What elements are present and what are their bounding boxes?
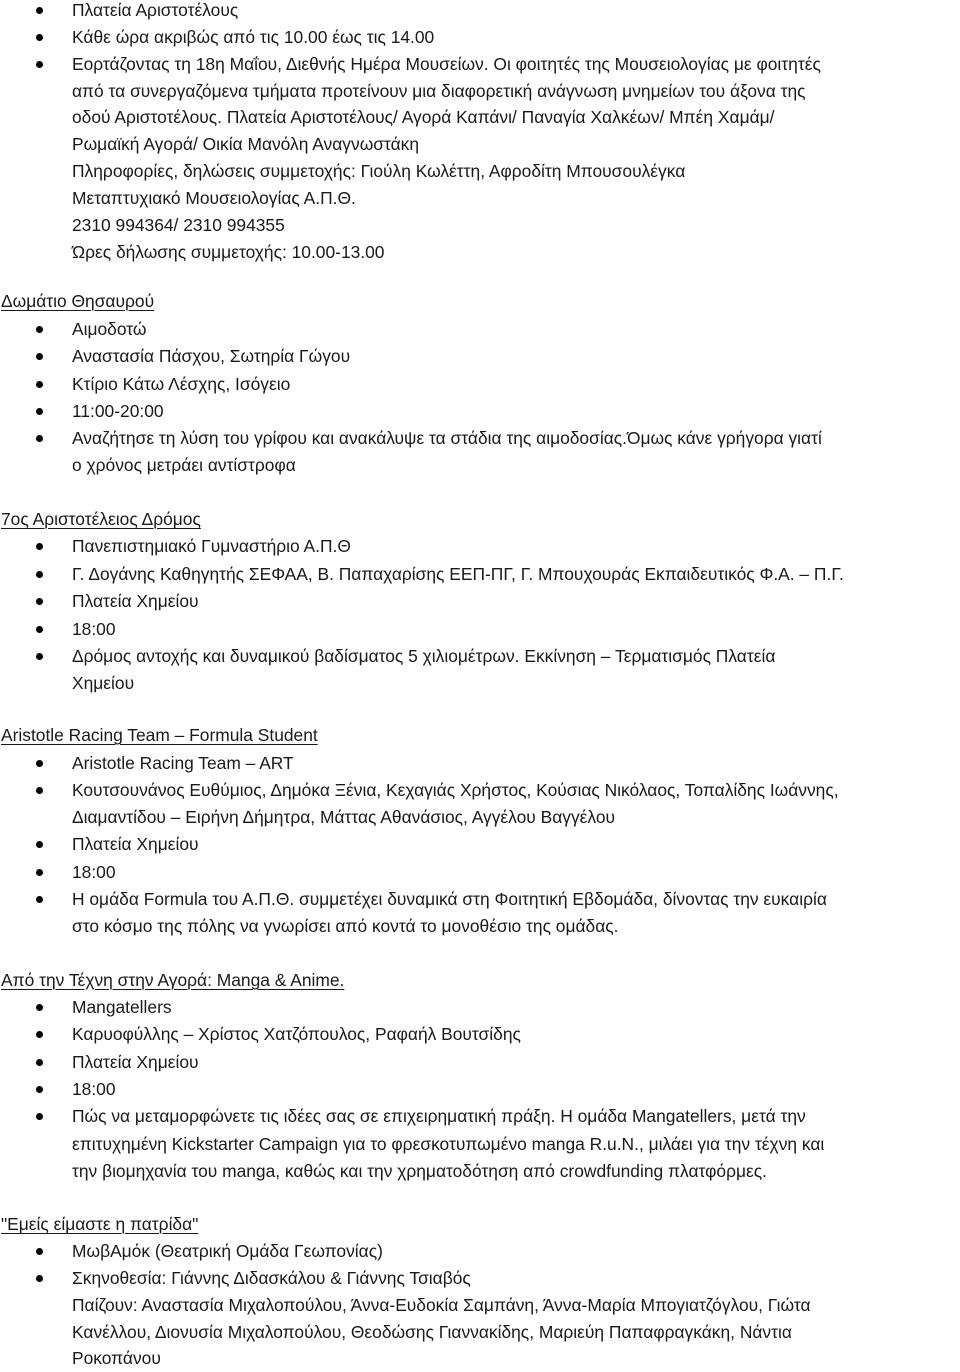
list-item: Πλατεία Χημείου [0,1049,960,1076]
list-item-continuation: ο χρόνος μετράει αντίστροφα [72,455,296,475]
list-item-continuation: την βιομηχανία του manga, καθώς και την χρηματοδότηση από crowdfunding πλατφόρμες. [72,1161,767,1181]
bullet-icon [36,34,43,41]
list-item: Σκηνοθεσία: Γιάννης Διδασκάλου & Γιάννης Τσιαβός [0,1265,960,1292]
section-heading: Από την Τέχνη στην Αγορά: Manga & Anime. [1,970,345,990]
bullet-icon [36,7,43,14]
list-item: 11:00-20:00 [0,398,960,425]
section-heading: Aristotle Racing Team – Formula Student [1,725,318,745]
list-item-continuation: Μεταπτυχιακό Μουσειολογίας Α.Π.Θ. [72,188,356,208]
list-item: Γ. Δογάνης Καθηγητής ΣΕΦΑΑ, Β. Παπαχαρίσης ΕΕΠ-ΠΓ, Γ. Μπουχουράς Εκπαιδευτικός Φ.Α. – Π.Γ. [0,561,960,588]
list-item: Πλατεία Χημείου [0,588,960,615]
bullet-icon [36,61,43,68]
list-item: ΜωβΑμόκ (Θεατρική Ομάδα Γεωπονίας) [0,1238,960,1265]
bullet-icon [36,435,43,442]
list-item: 18:00 [0,1076,960,1103]
list-item: Η ομάδα Formula του Α.Π.Θ. συμμετέχει δυναμικά στη Φοιτητική Εβδομάδα, δίνοντας την ευκαιρία [0,886,960,913]
section-heading: 7ος Αριστοτέλειος Δρόμος [1,509,201,529]
list-item: 18:00 [0,616,960,643]
list-item: Αναζήτησε τη λύση του γρίφου και ανακάλυψε τα στάδια της αιμοδοσίας.Όμως κάνε γρήγορα γιατί [0,425,960,452]
list-item: Aristotle Racing Team – ART [0,750,960,777]
list-item: Κτίριο Κάτω Λέσχης, Ισόγειο [0,371,960,398]
list-item: Αιμοδοτώ [0,316,960,343]
list-item-continuation: Ρωμαϊκή Αγορά/ Οικία Μανόλη Αναγνωστάκη [72,134,420,154]
list-item: Πώς να μεταμορφώνετε τις ιδέες σας σε επιχειρηματική πράξη. Η ομάδα Mangatellers, μετά την [0,1103,960,1130]
list-item-continuation: Χημείου [72,673,135,693]
bullet-icon [36,1004,43,1011]
bullet-icon [36,571,43,578]
list-item: Mangatellers [0,994,960,1021]
bullet-icon [36,1113,43,1120]
list-item: Πλατεία Αριστοτέλους [0,0,960,24]
bullet-icon [36,543,43,550]
list-item-continuation: από τα συνεργαζόμενα τμήματα προτείνουν μια διαφορετική ανάγνωση μνημείων του άξονα της [72,81,806,101]
list-item: Δρόμος αντοχής και δυναμικού βαδίσματος 5 χιλιομέτρων. Εκκίνηση – Τερματισμός Πλατεία [0,643,960,670]
list-item: Κάθε ώρα ακριβώς από τις 10.00 έως τις 14.00 [0,24,960,51]
list-item-continuation: Ώρες δήλωσης συμμετοχής: 10.00-13.00 [72,242,385,262]
list-item-continuation: Παίζουν: Αναστασία Μιχαλοπούλου, Άννα-Ευδοκία Σαμπάνη, Άννα-Μαρία Μπογιατζόγλου, Γιώτα [72,1295,811,1315]
list-item: Πλατεία Χημείου [0,831,960,858]
bullet-icon [36,653,43,660]
bullet-icon [36,353,43,360]
bullet-icon [36,841,43,848]
bullet-icon [36,1086,43,1093]
section-heading: Δωμάτιο Θησαυρού [1,291,155,311]
list-item-continuation: 2310 994364/ 2310 994355 [72,215,285,235]
bullet-icon [36,896,43,903]
bullet-icon [36,760,43,767]
bullet-icon [36,1248,43,1255]
list-item-continuation: στο κόσμο της πόλης να γνωρίσει από κοντά το μονοθέσιο της ομάδας. [72,916,619,936]
list-item-continuation: επιτυχημένη Kickstarter Campaign για το φρεσκοτυπωμένο manga R.u.N., μιλάει για την τέχνη και [72,1134,825,1154]
section-heading: "Εμείς είμαστε η πατρίδα" [1,1214,199,1234]
list-item-continuation: Πληροφορίες, δηλώσεις συμμετοχής: Γιούλη Κωλέττη, Αφροδίτη Μπουσουλέγκα [72,161,686,181]
bullet-icon [36,381,43,388]
bullet-icon [36,598,43,605]
bullet-icon [36,1059,43,1066]
bullet-icon [36,408,43,415]
list-item-continuation: Ροκοπάνου [72,1348,161,1368]
list-item-continuation: Διαμαντίδου – Ειρήνη Δήμητρα, Μάττας Αθανάσιος, Αγγέλου Βαγγέλου [72,807,616,827]
bullet-icon [36,869,43,876]
bullet-icon [36,626,43,633]
list-item: Κουτσουνάνος Ευθύμιος, Δημόκα Ξένια, Κεχαγιάς Χρήστος, Κούσιας Νικόλαος, Τοπαλίδης Ιωάννης, [0,777,960,804]
bullet-icon [36,1031,43,1038]
bullet-icon [36,1275,43,1282]
bullet-icon [36,326,43,333]
list-item-continuation: Κανέλλου, Διονυσία Μιχαλοπούλου, Θεοδώσης Γιαννακίδης, Μαριεύη Παπαφραγκάκη, Νάντια [72,1322,792,1342]
list-item: 18:00 [0,859,960,886]
list-item-continuation: οδού Αριστοτέλους. Πλατεία Αριστοτέλους/ Αγορά Καπάνι/ Παναγία Χαλκέων/ Μπέη Χαμάμ/ [72,107,775,127]
bullet-icon [36,787,43,794]
list-item: Αναστασία Πάσχου, Σωτηρία Γώγου [0,343,960,370]
list-item: Καρυοφύλλης – Χρίστος Χατζόπουλος, Ραφαήλ Βουτσίδης [0,1021,960,1048]
list-item: Εορτάζοντας τη 18η Μαΐου, Διεθνής Ημέρα Μουσείων. Οι φοιτητές της Μουσειολογίας με φοιτητές [0,51,960,78]
list-item: Πανεπιστημιακό Γυμναστήριο Α.Π.Θ [0,533,960,560]
